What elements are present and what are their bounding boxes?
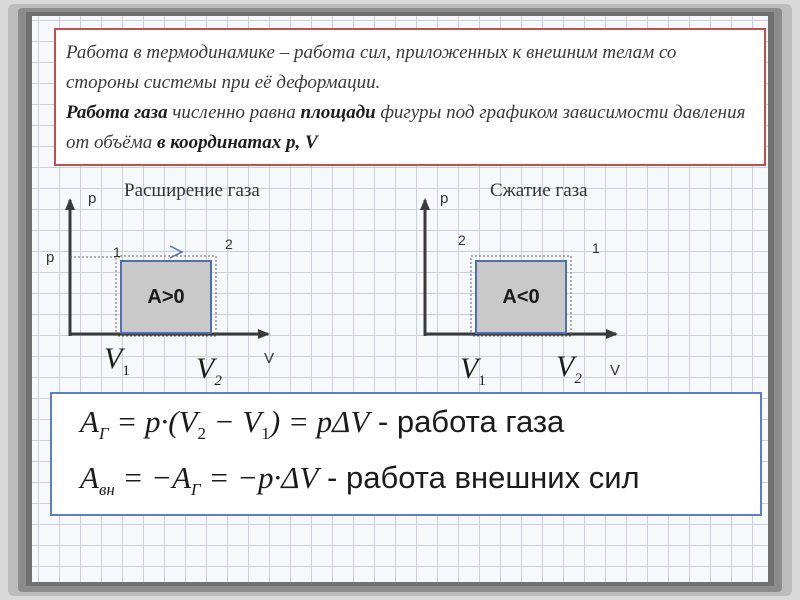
external-work-caption: - работа внешних сил: [318, 460, 640, 495]
definition-text-3: фигуры под графиком зависимости давления от объёма: [66, 102, 746, 153]
compression-v1-label: $V_1$: [460, 352, 486, 389]
compression-axis-v-label: V: [610, 362, 621, 379]
expansion-area-label: A>0: [147, 286, 185, 308]
expansion-point-1: 1: [113, 244, 121, 260]
compression-title: Сжатие газа: [490, 180, 588, 201]
compression-point-1: 1: [592, 240, 600, 256]
gas-work-term: Работа газа: [66, 102, 168, 123]
area-term: площади: [300, 102, 376, 123]
compression-axis-p-label: p: [440, 190, 449, 207]
expansion-axis-p-label: p: [88, 190, 97, 207]
gas-work-symbol: A: [80, 404, 99, 439]
expansion-point-2: 2: [225, 236, 233, 252]
compression-v2-label: $V_2$: [556, 350, 582, 387]
external-work-symbol: A: [80, 460, 99, 495]
expansion-v2-label: $V_2$: [196, 352, 222, 389]
external-work-formula: $A_{вн} = -A_Г = -p\cdot\Delta V$ - работа внешних сил: [80, 460, 640, 500]
expansion-axis-v-label: V: [264, 350, 275, 367]
coordinates-term: в координатах p, V: [156, 132, 318, 153]
gas-work-caption: - работа газа: [369, 404, 565, 439]
gas-work-formula: $A_Г = p\cdot(V_2 - V_1) = p\Delta V$ - работа газа: [80, 404, 565, 444]
definition-text-2: численно равна: [167, 102, 301, 123]
compression-area-label: A<0: [502, 286, 540, 308]
expansion-v1-label: $V_1$: [104, 342, 130, 379]
definition-text: Работа в термодинамике – работа сил, приложенных к внешним телам со стороны системы при её деформации.: [66, 42, 677, 93]
expansion-title: Расширение газа: [124, 180, 260, 201]
compression-point-2: 2: [458, 232, 466, 248]
expansion-pressure-label: p: [46, 249, 55, 266]
